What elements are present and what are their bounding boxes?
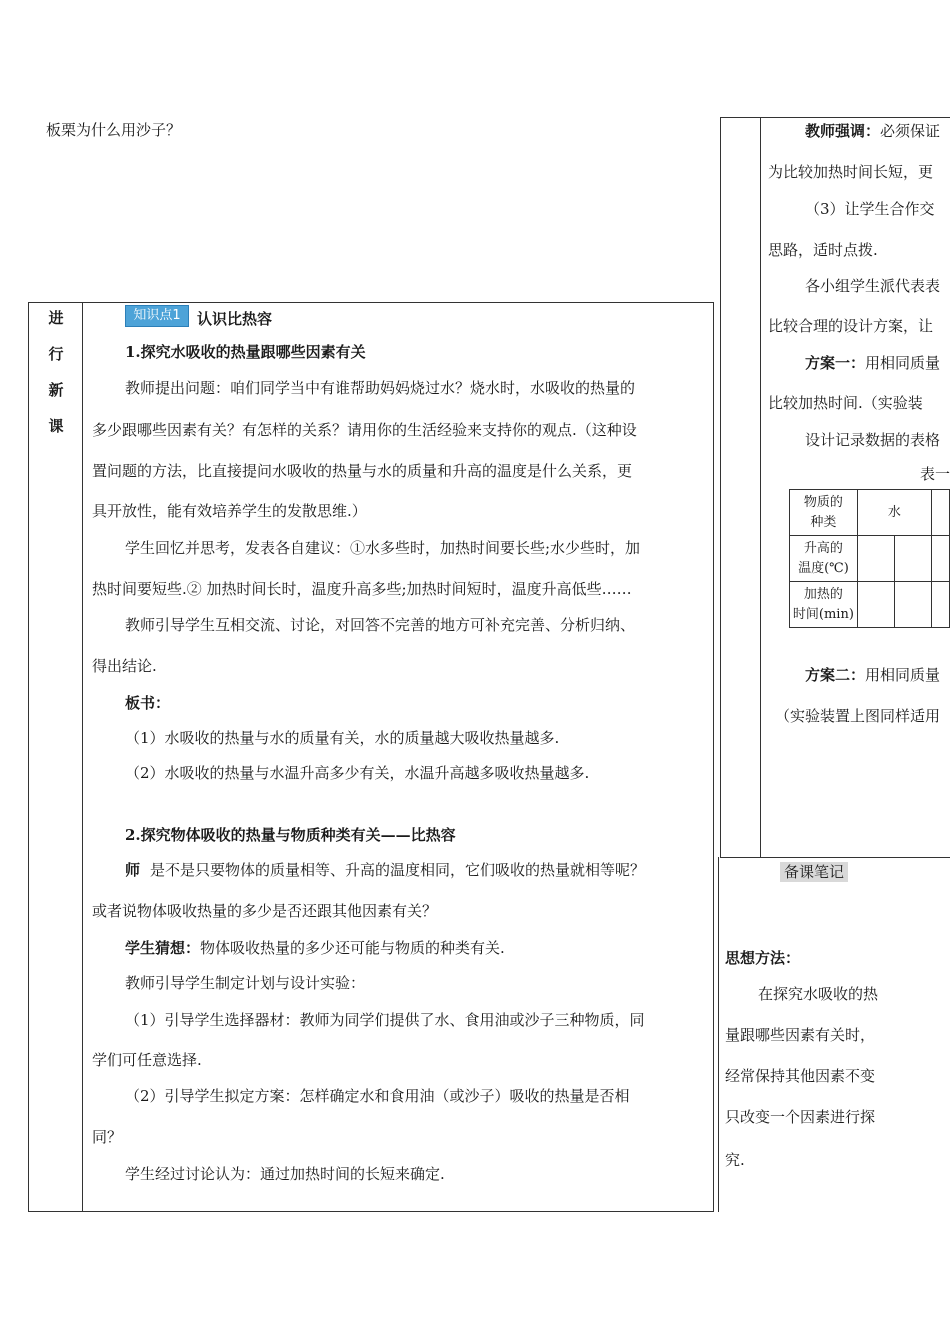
board-item: （2）水吸收的热量与水温升高多少有关，水温升高越多吸收热量越多. xyxy=(125,764,590,782)
paragraph-line: 置问题的方法，比直接提问水吸收的热量与水的质量和升高的温度是什么关系，更 xyxy=(92,462,633,480)
right-line: （实验装置上图同样适用 xyxy=(775,707,941,725)
table-row: 物质的 种类 水 xyxy=(790,490,950,536)
method-line: 经常保持其他因素不变 xyxy=(725,1067,876,1085)
lead-label: 师 xyxy=(125,861,141,879)
row-label: 物质的 xyxy=(803,494,843,510)
method-line: 在探究水吸收的热 xyxy=(758,985,879,1003)
method-line: 只改变一个因素进行探 xyxy=(725,1108,876,1126)
paragraph-line: 多少跟哪些因素有关？有怎样的关系？请用你的生活经验来支持你的观点.（这种设 xyxy=(92,421,637,439)
right-line: （3）让学生合作交 xyxy=(805,200,935,218)
paragraph-line: 或者说物体吸收热量的多少是否还跟其他因素有关？ xyxy=(92,902,438,920)
knowledge-badge: 知识点1 xyxy=(125,305,189,327)
right-line: 比较合理的设计方案，让 xyxy=(768,317,934,335)
right-line: 方案二：用相同质量 xyxy=(805,666,941,684)
right-line: 为比较加热时间长短，更 xyxy=(768,163,934,181)
method-title: 思想方法： xyxy=(725,949,801,967)
row-label: 加热的 xyxy=(803,586,843,602)
paragraph-line: 学生猜想：物体吸收热量的多少还可能与物质的种类有关. xyxy=(125,939,505,957)
heading-1: 1.探究水吸收的热量跟哪些因素有关 xyxy=(125,343,366,361)
lead-label: 方案一： xyxy=(805,354,866,372)
paragraph-line: （1）引导学生选择器材：教师为同学们提供了水、食用油或沙子三种物质，同 xyxy=(125,1011,645,1029)
right-line: 思路，适时点拨. xyxy=(768,241,878,259)
paragraph-line: 学们可任意选择. xyxy=(92,1051,202,1069)
right-line: 方案一：用相同质量 xyxy=(805,354,941,372)
board-label: 板书： xyxy=(125,694,171,712)
paragraph-line: 学生经过讨论认为：通过加热时间的长短来确定. xyxy=(125,1165,445,1183)
paragraph-line: 师 是不是只要物体的质量相等、升高的温度相同，它们吸收的热量就相等呢？ xyxy=(125,861,646,879)
right-line: 比较加热时间.（实验装 xyxy=(768,394,923,412)
table-row: 加热的 时间(min) xyxy=(790,582,950,628)
table-row: 升高的 温度(℃) xyxy=(790,536,950,582)
row-label: 升高的 xyxy=(803,540,843,556)
paragraph-line: 学生回忆并思考，发表各自建议：①水多些时，加热时间要长些;水少些时，加 xyxy=(125,539,641,557)
lead-label: 方案二： xyxy=(805,666,866,684)
paragraph-line: 教师提出问题：咱们同学当中有谁帮助妈妈烧过水？烧水时，水吸收的热量的 xyxy=(125,379,636,397)
paragraph-line: （2）引导学生拟定方案：怎样确定水和食用油（或沙子）吸收的热量是否相 xyxy=(125,1087,630,1105)
col-label-char: 新 xyxy=(48,381,64,399)
heading-2: 2.探究物体吸收的热量与物质种类有关——比热容 xyxy=(125,826,456,844)
data-table xyxy=(789,489,950,628)
board-item: （1）水吸收的热量与水的质量有关，水的质量越大吸收热量越多. xyxy=(125,729,560,747)
col-label-char: 行 xyxy=(48,345,64,363)
paragraph-line: 同？ xyxy=(92,1128,123,1146)
prep-notes-label: 备课笔记 xyxy=(780,862,848,882)
paragraph-line: 得出结论. xyxy=(92,657,157,675)
col-label-char: 进 xyxy=(48,309,64,327)
paragraph-line: 教师引导学生互相交流、讨论，对回答不完善的地方可补充完善、分析归纳、 xyxy=(125,616,636,634)
paragraph-line: 热时间要短些.② 加热时间长时，温度升高多些;加热时间短时，温度升高低些…… xyxy=(92,580,632,598)
paragraph-line: 教师引导学生制定计划与设计实验： xyxy=(125,974,366,992)
right-line: 设计记录数据的表格 xyxy=(805,431,941,449)
section-title: 认识比热容 xyxy=(197,310,273,328)
table-caption: 表一 xyxy=(920,465,950,483)
lead-label: 学生猜想： xyxy=(125,939,201,957)
table-cell: 水 xyxy=(857,490,931,536)
col-label-char: 课 xyxy=(48,417,64,435)
top-text: 板栗为什么用沙子？ xyxy=(46,121,182,139)
right-line: 教师强调：必须保证 xyxy=(805,122,941,140)
method-line: 究. xyxy=(725,1151,745,1169)
lead-label: 教师强调： xyxy=(805,122,881,140)
method-line: 量跟哪些因素有关时， xyxy=(725,1026,876,1044)
paragraph-line: 具开放性，能有效培养学生的发散思维.） xyxy=(92,502,367,520)
right-line: 各小组学生派代表表 xyxy=(805,277,941,295)
